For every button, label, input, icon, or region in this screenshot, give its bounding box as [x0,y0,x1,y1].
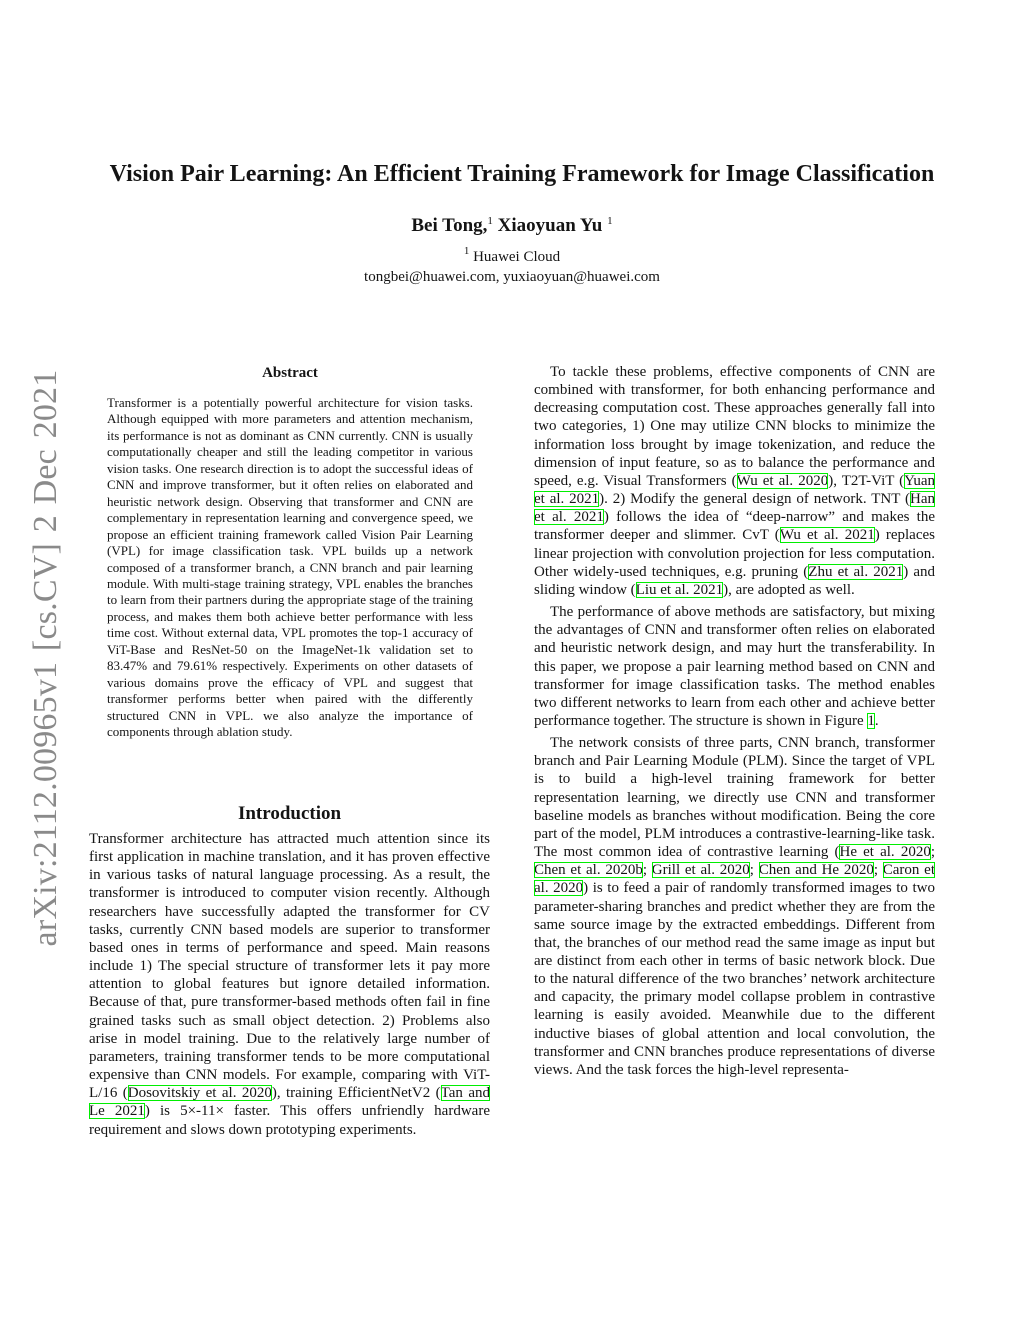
author-affiliation-mark: 1 [607,215,613,227]
body-text: ), training EfficientNetV2 ( [271,1085,441,1102]
citation-link[interactable]: Caron et al. 2020 [534,862,936,897]
citation-link[interactable]: He et al. 2020 [839,844,931,861]
body-text: ) is 5×-11× faster. This offers unfriendly hardware requirement and slows down prototyping experiments. [89,1103,490,1138]
abstract-heading: Abstract [262,365,318,381]
affiliation-name: Huawei Cloud [473,249,561,265]
body-text: ), are adopted as well. [723,581,855,598]
author-name: Bei Tong, [411,215,488,236]
body-text: . [874,712,879,729]
citation-link[interactable]: Wu et al. 2021 [779,527,875,544]
citation-link[interactable]: Liu et al. 2021 [635,581,724,598]
body-paragraph [534,363,935,599]
citation-link[interactable]: Chen et al. 2020b [534,862,643,879]
citation-separator: ; [930,844,936,861]
introduction-heading: Introduction [237,803,342,824]
citation-separator: ; [749,862,759,879]
body-text: ). 2) Modify the general design of network. TNT ( [599,491,910,508]
author-affiliation-mark: 1 [487,215,493,227]
abstract-text: Transformer is a potentially powerful architecture for vision tasks. Although equipped with more parameters and attention mechanism, its performance is not as dominant as CNN currently. CNN is usually computationally cheaper and still the leading competitor in various vision tasks. One research direction is to adopt the successful ideas of CNN and improve transformer, but it often relies on elaborated and heuristic network design. Observing that transformer and CNN are complementary in representation learning and convergence speed, we propose an efficient training framework called Vision Pair Learning (VPL) for image classification task. VPL builds up a network composed of a transformer branch, a CNN branch and pair learning module. With multi-stage training strategy, VPL enables the branches to learn from their partners during the appropriate stage of the training process, and makes them both achieve better performance with less time cost. Without external data, VPL promotes the top-1 accuracy of ViT-Base and ResNet-50 on the ImageNet-1k validation set to 83.47% and 79.61% respectively. Experiments on other datasets of various domains prove the efficacy of VPL and suggest that transformer performs better when paired with the differently structured CNN in VPL. we also analyze the importance of components through ablation study. [107,395,473,740]
body-text: ) replaces linear projection with convolution projection for less computation. Other widely-used techniques, e.g. pruning ( [534,527,935,580]
body-text: ) follows the idea of “deep-narrow” and makes the transformer deeper and slimmer. CvT ( [534,509,935,544]
author-list [0,214,1024,238]
affiliation [0,245,1024,267]
arxiv-sidebar [24,356,68,960]
affiliation-mark: 1 [463,245,470,257]
citation-link[interactable]: Chen and He 2020 [758,862,874,879]
citation-separator: ; [873,862,883,879]
author-emails: tongbei@huawei.com, yuxiaoyuan@huawei.com [364,269,660,285]
citation-link[interactable]: Wu et al. 2020 [736,472,829,489]
body-text: The network consists of three parts, CNN branch, transformer branch and Pair Learning Module (PLM). Since the target of VPL is to build a high-level training framework for better representation learning, we directly use CNN and transformer baseline models as branches without modification. Being the core part of the model, PLM introduces a contrastive-learning-like task. The most common idea of contrastive learning ( [534,735,935,861]
body-paragraph [534,734,935,1079]
body-text: ), T2T-ViT ( [828,472,905,489]
body-text: Transformer architecture has attracted much attention since its first application in machine translation, and it has proven effective in various tasks of natural language processing. As a result, the transformer is introduced to computer vision recently. Although researchers have successfully adapted the transformer for CV tasks, currently CNN based models are superior to transformer based ones in terms of performance and speed. Main reasons include 1) The special structure of transformer lets it pay more attention to global features but ignore detailed information. Because of that, pure transformer-based methods often fail in fine grained tasks such as small object detection. 2) Problems also arise in model training. Due to the relatively large number of parameters, training transformer tends to be more computational expensive than CNN models. For example, comparing with ViT-L/16 ( [89,831,490,1102]
arxiv-identifier: arXiv:2112.00965v1 [cs.CV] 2 Dec 2021 [27,369,64,947]
citation-link[interactable]: Yuan et al. 2021 [534,472,935,508]
body-paragraph [534,603,935,730]
citation-link[interactable]: Dosovitskiy et al. 2020 [127,1085,272,1102]
citation-link[interactable]: Tan and Le 2021 [89,1085,490,1120]
right-column [534,363,935,1079]
citation-link[interactable]: Zhu et al. 2021 [808,563,904,580]
figure-reference-link[interactable]: 1 [867,712,875,729]
paper-title: Vision Pair Learning: An Efficient Training Framework for Image Classification [109,161,935,187]
introduction-paragraph [89,830,490,1139]
body-text: The performance of above methods are satisfactory, but mixing the advantages of CNN and transformer often relies on elaborated and heuristic network design, and may hurt the transferability. In this paper, we propose a pair learning method based on CNN and transformer for image classification tasks. The method enables two different networks to learn from each other and achieve better performance together. The structure is shown in Figure [534,604,935,729]
citation-link[interactable]: Han et al. 2021 [534,491,935,526]
author-name: Xiaoyuan Yu [497,215,603,236]
citation-separator: ; [642,862,652,879]
body-text: ) and sliding window ( [534,563,935,598]
citation-link[interactable]: Grill et al. 2020 [651,862,750,879]
body-text: ) is to feed a pair of randomly transformed images to two parameter-sharing branches and predict whether they are from the same source image by the extracted embeddings. Different from that, the branches of our method read the same image as input but are distinct from each other in terms of basic network block. Due to the natural difference of the two branches’ network architecture and capacity, the primary model collapse problem in contrastive learning is easily avoided. Meanwhile due to the different inductive biases of global attention and local convolution, the transformer and CNN branches produce representations of diverse views. And the task forces the high-level representa- [534,880,935,1078]
body-text: To tackle these problems, effective components of CNN are combined with transformer, for both enhancing performance and decreasing computation cost. These approaches generally fall into two categories, 1) One may utilize CNN blocks to minimize the information loss brought by image tokenization, and reduce the dimension of input feature, so as to balance the performance and speed, e.g. Visual Transformers ( [534,364,935,489]
